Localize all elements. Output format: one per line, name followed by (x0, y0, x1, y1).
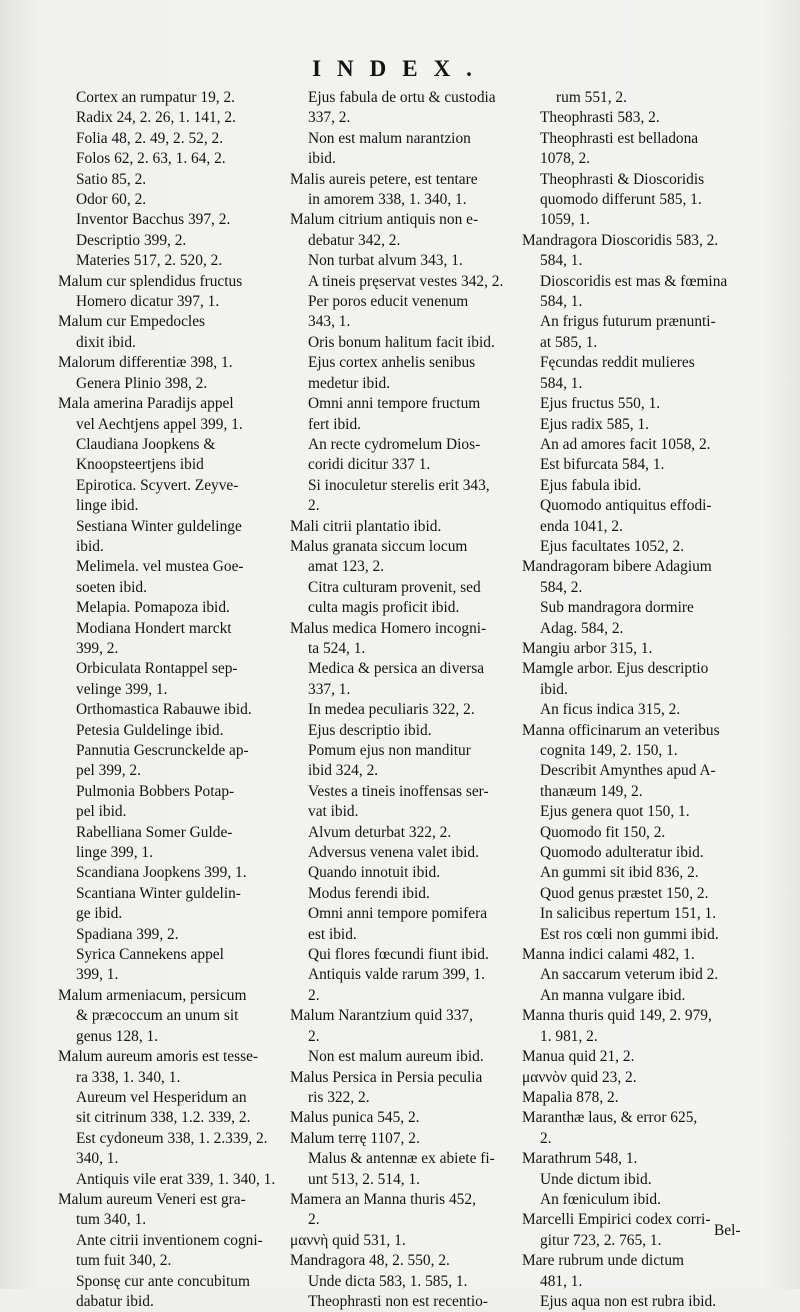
index-entry: ibid 324, 2. (308, 762, 379, 780)
index-entry: Mala amerina Paradijs appel (58, 395, 234, 413)
index-entry: Syrica Cannekens appel (76, 946, 224, 964)
index-entry: tum 340, 1. (76, 1211, 147, 1229)
index-entry: 584, 1. (540, 374, 583, 392)
index-entry: 2. (308, 1211, 320, 1229)
index-entry: ge ibid. (76, 905, 123, 923)
index-entry: Materies 517, 2. 520, 2. (76, 252, 223, 270)
index-entry: tum fuit 340, 2. (76, 1252, 172, 1270)
index-entry: Quod genus præstet 150, 2. (540, 884, 709, 902)
index-entry: An gummi sit ibid 836, 2. (540, 864, 699, 882)
index-entry: Omni anni tempore pomifera (308, 905, 488, 923)
index-entry: Ejus cortex anhelis senibus (308, 354, 476, 372)
index-entry: Theophrasti 583, 2. (540, 109, 660, 127)
index-entry: Descriptio 399, 2. (76, 231, 187, 249)
index-entry: Mapalia 878, 2. (522, 1088, 619, 1106)
index-column-2 (290, 88, 522, 1312)
index-entry: Knoopsteertjens ibid (76, 456, 204, 474)
index-entry: Mali citrii plantatio ibid. (290, 517, 442, 535)
index-entry: Quomodo fit 150, 2. (540, 823, 666, 841)
index-entry: Adversus venena valet ibid. (308, 844, 479, 862)
index-entry: Ejus fabula de ortu & custodia (308, 89, 496, 106)
index-entry: Quomodo adulteratur ibid. (540, 844, 704, 862)
index-entry: Radix 24, 2. 26, 1. 141, 2. (76, 109, 236, 127)
index-entry: Claudiana Joopkens & (76, 435, 216, 453)
index-entry: Pomum ejus non manditur (308, 742, 471, 759)
index-entry: An saccarum veterum ibid 2. (540, 966, 719, 984)
index-entry: Non turbat alvum 343, 1. (308, 252, 463, 270)
index-entry: Mandragora 48, 2. 550, 2. (290, 1252, 450, 1270)
index-entry: Adag. 584, 2. (540, 619, 624, 637)
index-entry: rum 551, 2. (556, 89, 627, 106)
index-entry: Modiana Hondert marckt (76, 619, 232, 637)
index-entry: Mandragoram bibere Adagium (522, 558, 712, 576)
index-entry: ibid. (76, 537, 104, 555)
index-entry: Pulmonia Bobbers Potap- (76, 782, 235, 800)
index-entry: Malum cur splendidus fructus (58, 272, 243, 290)
index-column-3 (522, 88, 754, 1312)
index-entry: 2. (308, 1027, 320, 1045)
index-entry: Epirotica. Scyvert. Zeyve- (76, 476, 239, 494)
index-entry: Scantiana Winter guldelin- (76, 884, 241, 902)
index-entry: pel 399, 2. (76, 762, 141, 780)
index-entry: Satio 85, 2. (76, 170, 147, 188)
index-entry: Melimela. vel mustea Goe- (76, 558, 244, 576)
index-entry: Theophrasti non est recentio- (308, 1292, 488, 1310)
index-entry: Malum terrę 1107, 2. (290, 1129, 420, 1147)
index-entry: Describit Amynthes apud A- (540, 762, 716, 780)
index-entry: Malum aureum Veneri est gra- (58, 1190, 246, 1208)
index-entry: Si inoculetur sterelis erit 343, (308, 476, 490, 494)
index-entry: Manna indici calami 482, 1. (522, 946, 695, 964)
index-entry: Malus punica 545, 2. (290, 1109, 420, 1127)
index-entry: Ejus descriptio ibid. (308, 721, 432, 739)
index-entry: Malum armeniacum, persicum (58, 986, 247, 1004)
index-entry: 584, 2. (540, 578, 583, 596)
index-entry: Ejus fabula ibid. (540, 476, 642, 494)
index-entry: Folia 48, 2. 49, 2. 52, 2. (76, 129, 224, 147)
index-entry: Mamera an Manna thuris 452, (290, 1190, 476, 1208)
index-entry: Alvum deturbat 322, 2. (308, 823, 452, 841)
index-entry: est ibid. (308, 925, 357, 943)
index-entry: Petesia Guldelinge ibid. (76, 721, 224, 739)
index-entry: An manna vulgare ibid. (540, 986, 686, 1004)
index-entry: amat 123, 2. (308, 558, 385, 576)
index-entry: Melapia. Pomapoza ibid. (76, 599, 230, 617)
index-entry: An recte cydromelum Dios- (308, 435, 481, 453)
index-entry: Ejus facultates 1052, 2. (540, 537, 685, 555)
catchword: Bel- (714, 1222, 741, 1239)
index-entry: Rabelliana Somer Gulde- (76, 823, 233, 841)
index-entry: Malus medica Homero incogni- (290, 619, 487, 637)
index-entry: Fęcundas reddit mulieres (540, 354, 695, 372)
index-entry: medetur ibid. (308, 374, 391, 392)
index-entry: Dioscoridis est mas & fœmina (540, 272, 728, 290)
index-entry: cognita 149, 2. 150, 1. (540, 742, 678, 759)
index-entry: ris 322, 2. (308, 1088, 370, 1106)
index-entry: culta magis proficit ibid. (308, 599, 460, 617)
index-entry: Maranthæ laus, & error 625, (522, 1109, 698, 1127)
index-entry: 481, 1. (540, 1272, 583, 1290)
index-entry: linge 399, 1. (76, 844, 153, 862)
index-entry: Est ros cœli non gummi ibid. (540, 925, 719, 943)
index-entry: linge ibid. (76, 497, 139, 515)
index-entry: Manna thuris quid 149, 2. 979, (522, 1007, 712, 1025)
index-column-1 (58, 88, 294, 1312)
index-entry: sit citrinum 338, 1.2. 339, 2. (76, 1109, 251, 1127)
index-entry: Ejus fructus 550, 1. (540, 395, 661, 413)
index-entry: Mare rubrum unde dictum (522, 1252, 684, 1270)
index-entry: Pannutia Gescrunckelde ap- (76, 742, 249, 759)
index-entry: vat ibid. (308, 803, 359, 821)
index-entry: Malum citrium antiquis non e- (290, 211, 479, 229)
index-entry: dixit ibid. (76, 333, 136, 351)
index-entry: Orbiculata Rontappel sep- (76, 660, 238, 678)
index-entry: An ad amores facit 1058, 2. (540, 435, 711, 453)
index-entry: in amorem 338, 1. 340, 1. (308, 191, 467, 209)
index-entry: Aureum vel Hesperidum an (76, 1088, 247, 1106)
index-entry: 2. (308, 497, 320, 515)
index-entry: gitur 723, 2. 765, 1. (540, 1231, 662, 1249)
index-entry: Ejus aqua non est rubra ibid. (540, 1292, 717, 1310)
index-entry: Scandiana Joopkens 399, 1. (76, 864, 247, 882)
index-entry: 340, 1. (76, 1150, 119, 1168)
index-entry: coridi dicitur 337 1. (308, 456, 431, 474)
index-entry: μαννὴ quid 531, 1. (290, 1231, 406, 1249)
index-entry: Ejus genera quot 150, 1. (540, 803, 690, 821)
index-entry: at 585, 1. (540, 333, 598, 351)
index-entry: vel Aechtjens appel 399, 1. (76, 415, 243, 433)
index-entry: Orthomastica Rabauwe ibid. (76, 701, 252, 719)
index-entry: Ante citrii inventionem cogni- (76, 1231, 263, 1249)
index-entry: Unde dicta 583, 1. 585, 1. (308, 1272, 468, 1290)
index-entry: Ejus radix 585, 1. (540, 415, 650, 433)
index-entry: Marathrum 548, 1. (522, 1150, 638, 1168)
index-entry: Malis aureis petere, est tentare (290, 170, 478, 188)
index-entry: ta 524, 1. (308, 639, 366, 657)
index-entry: An frigus futurum prænunti- (540, 313, 716, 331)
index-entry: 1078, 2. (540, 150, 591, 168)
index-entry: Qui flores fœcundi fiunt ibid. (308, 946, 489, 964)
index-entry: Est bifurcata 584, 1. (540, 456, 665, 474)
index-entry: Theophrasti & Dioscoridis (540, 170, 705, 188)
index-entry: Medica & persica an diversa (308, 660, 485, 678)
index-entry: dabatur ibid. (76, 1292, 154, 1310)
index-entry: Vestes a tineis inoffensas ser- (308, 782, 489, 800)
index-entry: 337, 1. (308, 680, 351, 698)
index-entry: Antiquis valde rarum 399, 1. (308, 966, 485, 984)
index-entry: 2. (308, 986, 320, 1004)
index-entry: debatur 342, 2. (308, 231, 401, 249)
index-entry: An fœniculum ibid. (540, 1190, 661, 1208)
index-entry: Odor 60, 2. (76, 191, 147, 209)
index-entry: 1059, 1. (540, 211, 591, 229)
index-entry: Citra culturam provenit, sed (308, 578, 481, 596)
index-entry: Malus & antennæ ex abiete fi- (308, 1150, 495, 1168)
index-entry: 1. 981, 2. (540, 1027, 598, 1045)
index-entry: Theophrasti est belladona (540, 129, 699, 147)
index-entry: 584, 1. (540, 293, 583, 311)
index-entry: Quomodo antiquitus effodi- (540, 497, 712, 515)
index-entry: Malum aureum amoris est tesse- (58, 1048, 259, 1066)
index-entry: 399, 2. (76, 639, 119, 657)
index-entry: pel ibid. (76, 803, 127, 821)
index-entry: thanæum 149, 2. (540, 782, 643, 800)
index-entry: Sestiana Winter guldelinge (76, 517, 242, 535)
index-entry: Malorum differentiæ 398, 1. (58, 354, 233, 372)
index-entry: 584, 1. (540, 252, 583, 270)
index-entry: & præcoccum an unum sit (76, 1007, 239, 1025)
index-entry: fert ibid. (308, 415, 361, 433)
index-entry: enda 1041, 2. (540, 517, 623, 535)
index-entry: ra 338, 1. 340, 1. (76, 1068, 181, 1086)
index-entry: Sponsę cur ante concubitum (76, 1272, 250, 1290)
index-entry: 399, 1. (76, 966, 119, 984)
index-entry: Sub mandragora dormire (540, 599, 694, 617)
index-entry: Malus granata siccum locum (290, 537, 468, 555)
index-entry: Mamgle arbor. Ejus descriptio (522, 660, 709, 678)
index-entry: soeten ibid. (76, 578, 147, 596)
index-entry: An ficus indica 315, 2. (540, 701, 681, 719)
index-entry: Spadiana 399, 2. (76, 925, 179, 943)
index-entry: unt 513, 2. 514, 1. (308, 1170, 421, 1188)
index-entry: Non est malum narantzion (308, 129, 471, 147)
index-entry: Modus ferendi ibid. (308, 884, 430, 902)
index-entry: 337, 2. (308, 109, 351, 127)
index-entry: Mandragora Dioscoridis 583, 2. (522, 231, 719, 249)
index-entry: Marcelli Empirici codex corri- (522, 1211, 711, 1229)
page-header: INDEX. (312, 56, 488, 81)
index-entry: quomodo differunt 585, 1. (540, 191, 702, 209)
index-entry: Manua quid 21, 2. (522, 1048, 635, 1066)
index-entry: Antiquis vile erat 339, 1. 340, 1. (76, 1170, 276, 1188)
index-entry: In salicibus repertum 151, 1. (540, 905, 717, 923)
index-entry: Non est malum aureum ibid. (308, 1048, 484, 1066)
index-entry: Quando innotuit ibid. (308, 864, 441, 882)
index-entry: A tineis pręservat vestes 342, 2. (308, 272, 504, 290)
index-entry: Malus Persica in Persia peculia (290, 1068, 483, 1086)
index-entry: 343, 1. (308, 313, 351, 331)
index-entry: ibid. (308, 150, 336, 168)
index-entry: Est cydoneum 338, 1. 2.339, 2. (76, 1129, 268, 1147)
index-entry: velinge 399, 1. (76, 680, 168, 698)
index-entry: Oris bonum halitum facit ibid. (308, 333, 495, 351)
index-entry: Inventor Bacchus 397, 2. (76, 211, 231, 229)
index-entry: Malum Narantzium quid 337, (290, 1007, 473, 1025)
index-entry: 2. (540, 1129, 552, 1147)
index-entry: Malum cur Empedocles (58, 313, 206, 331)
index-entry: Per poros educit venenum (308, 293, 469, 311)
index-entry: Homero dicatur 397, 1. (76, 293, 220, 311)
index-entry: genus 128, 1. (76, 1027, 159, 1045)
index-entry: Cortex an rumpatur 19, 2. (76, 89, 236, 106)
index-entry: ibid. (540, 680, 568, 698)
index-entry: Unde dictum ibid. (540, 1170, 652, 1188)
index-entry: Folos 62, 2. 63, 1. 64, 2. (76, 150, 226, 168)
index-entry: μαννὸν quid 23, 2. (522, 1068, 637, 1086)
index-entry: Genera Plinio 398, 2. (76, 374, 208, 392)
index-entry: Mangiu arbor 315, 1. (522, 639, 653, 657)
index-entry: Manna officinarum an veteribus (522, 721, 720, 739)
index-entry: In medea peculiaris 322, 2. (308, 701, 475, 719)
index-entry: Omni anni tempore fructum (308, 395, 481, 413)
